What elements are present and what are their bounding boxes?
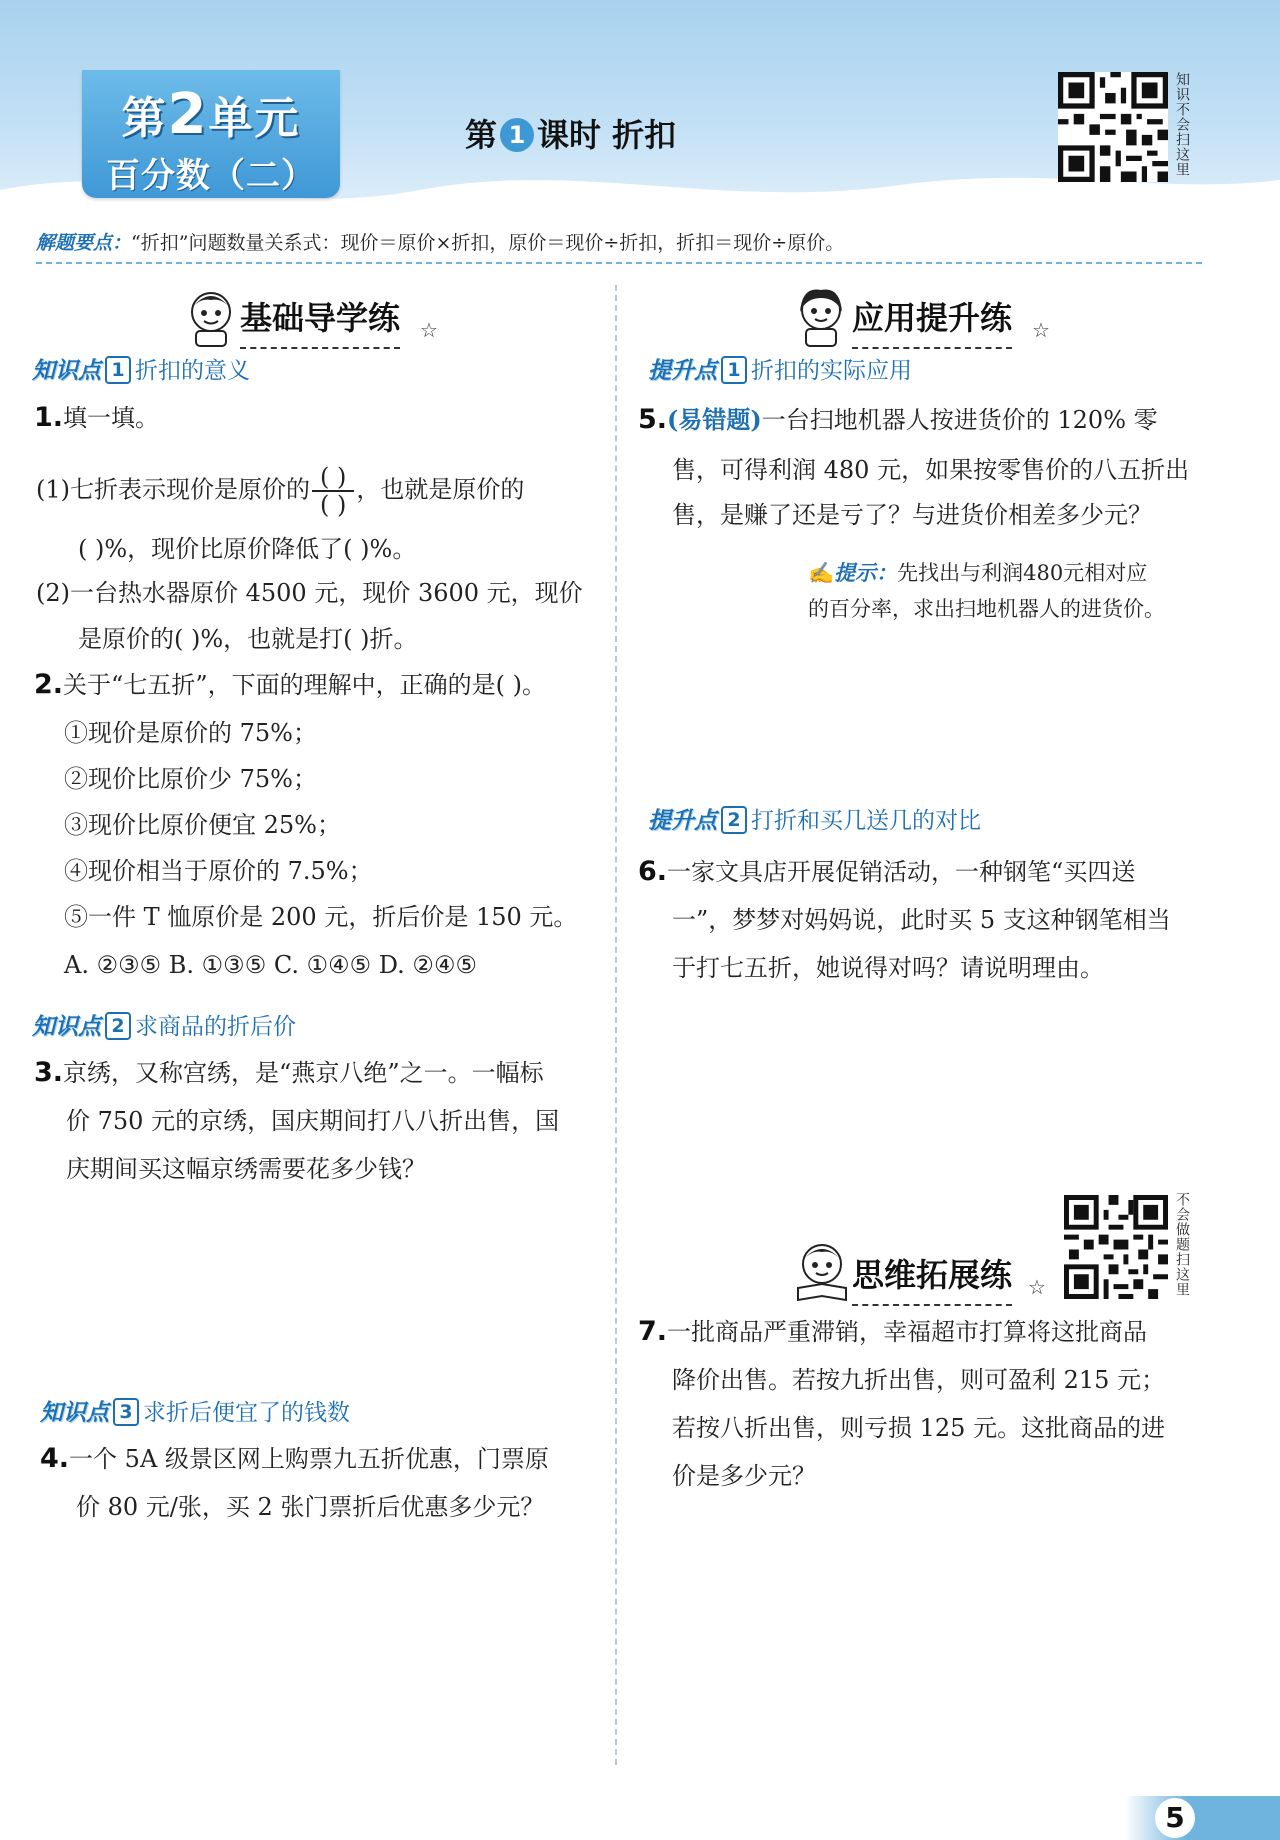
section-title-extension: 思维拓展练 [852, 1250, 1012, 1296]
knowledge-point-2: 知识点 2 求商品的折后价 [32, 1014, 296, 1040]
section-title-basic: 基础导学练 [240, 293, 400, 339]
star-icon: ☆ [1028, 1275, 1046, 1299]
question-2-option: ④现价相当于原价的 7.5%； [64, 857, 373, 885]
unit-title: 第2单元 [121, 82, 301, 147]
question-2-option: ③现价比原价便宜 25%； [64, 811, 341, 839]
question-2-option: ⑤一件 T 恤原价是 200 元，折后价是 150 元。 [64, 903, 578, 931]
page-number-tab [1125, 1796, 1280, 1840]
question-5-cont: 售，是赚了还是亏了？与进货价相差多少元？ [672, 501, 1152, 529]
question-4-cont: 价 80 元/张，买 2 张门票折后优惠多少元？ [76, 1493, 545, 1521]
fraction-blank[interactable]: $\frac{( )}{( )}$ [312, 464, 354, 518]
question-7-cont: 若按八折出售，则亏损 125 元。这批商品的进 [672, 1414, 1166, 1442]
question-3-cont: 价 750 元的京绣，国庆期间打八八折出售，国 [66, 1107, 560, 1135]
mascot-boy-icon [182, 288, 240, 348]
tip-text: “折扣”问题数量关系式：现价＝原价×折扣，原价＝现价÷折扣，折扣＝现价÷原价。 [131, 232, 845, 254]
question-6: 6.一家文具店开展促销活动，一种钢笔“买四送 [638, 856, 1136, 887]
qr-caption-bottom: 不会做题扫这里 [1174, 1192, 1190, 1297]
section-title-applied: 应用提升练 [852, 293, 1012, 339]
hint-icon: ✍ [808, 561, 835, 585]
star-icon: ☆ [1032, 318, 1050, 342]
question-2-option: ①现价是原价的 75%； [64, 719, 317, 747]
question-1-part2: (2)一台热水器原价 4500 元，现价 3600 元，现价 [36, 579, 583, 607]
header-banner [0, 0, 1280, 225]
question-2-choices[interactable]: A. ②③⑤ B. ①③⑤ C. ①④⑤ D. ②④⑤ [64, 951, 477, 979]
qr-code-icon[interactable] [1058, 72, 1168, 182]
question-3-cont: 庆期间买这幅京绣需要花多少钱？ [66, 1155, 426, 1183]
question-1-title: 1.填一填。 [34, 402, 160, 433]
question-5-cont: 售，可得利润 480 元，如果按零售价的八五折出 [672, 456, 1190, 484]
question-5-hint-cont: 的百分率，求出扫地机器人的进货价。 [808, 597, 1165, 621]
qr-caption-top: 知识不会扫这里 [1174, 72, 1190, 177]
improve-point-2: 提升点 2 打折和买几送几的对比 [648, 808, 981, 834]
question-6-cont: 一”，梦梦对妈妈说，此时买 5 支这种钢笔相当 [672, 906, 1171, 934]
question-1-part1: (1)七折表示现价是原价的 $\frac{( )}{( )}$ ，也就是原价的 [36, 463, 525, 519]
column-divider [615, 285, 617, 1765]
question-7-cont: 价是多少元？ [672, 1462, 816, 1490]
mascot-girl-icon [792, 286, 850, 348]
question-5-hint: ✍提示：先找出与利润480元相对应 [808, 560, 1148, 585]
question-2-option: ②现价比原价少 75%； [64, 765, 317, 793]
question-1-part1-cont: ( )%，现价比原价降低了( )%。 [78, 535, 417, 563]
unit-subtitle: 百分数（二） [106, 156, 316, 196]
knowledge-point-1: 知识点 1 折扣的意义 [32, 358, 250, 384]
lesson-number-badge: 1 [500, 118, 534, 152]
question-1-part2-cont: 是原价的( )%，也就是打( )折。 [78, 625, 418, 653]
tip-label: 解题要点： [36, 232, 132, 254]
mascot-reading-icon [792, 1240, 852, 1302]
improve-point-1: 提升点 1 折扣的实际应用 [648, 358, 912, 384]
question-7-cont: 降价出售。若按九折出售，则可盈利 215 元； [672, 1366, 1166, 1394]
lesson-title: 第 1 课时 折扣 [465, 116, 677, 154]
question-5: 5.(易错题)一台扫地机器人按进货价的 120% 零 [638, 404, 1158, 435]
tip-bar [36, 228, 1202, 264]
unit-label-box [82, 70, 340, 198]
knowledge-point-3: 知识点 3 求折后便宜了的钱数 [40, 1400, 350, 1426]
qr-code-icon[interactable] [1064, 1195, 1168, 1299]
page-number: 5 [1155, 1798, 1195, 1838]
question-2: 2.关于“七五折”，下面的理解中，正确的是( )。 [34, 669, 546, 700]
error-prone-tag: (易错题) [667, 405, 762, 434]
question-7: 7.一批商品严重滞销，幸福超市打算将这批商品 [638, 1316, 1148, 1347]
question-3: 3.京绣，又称宫绣，是“燕京八绝”之一。一幅标 [34, 1057, 544, 1088]
question-6-cont: 于打七五折，她说得对吗？请说明理由。 [672, 954, 1104, 982]
question-4: 4.一个 5A 级景区网上购票九五折优惠，门票原 [40, 1443, 549, 1474]
star-icon: ☆ [420, 318, 438, 342]
